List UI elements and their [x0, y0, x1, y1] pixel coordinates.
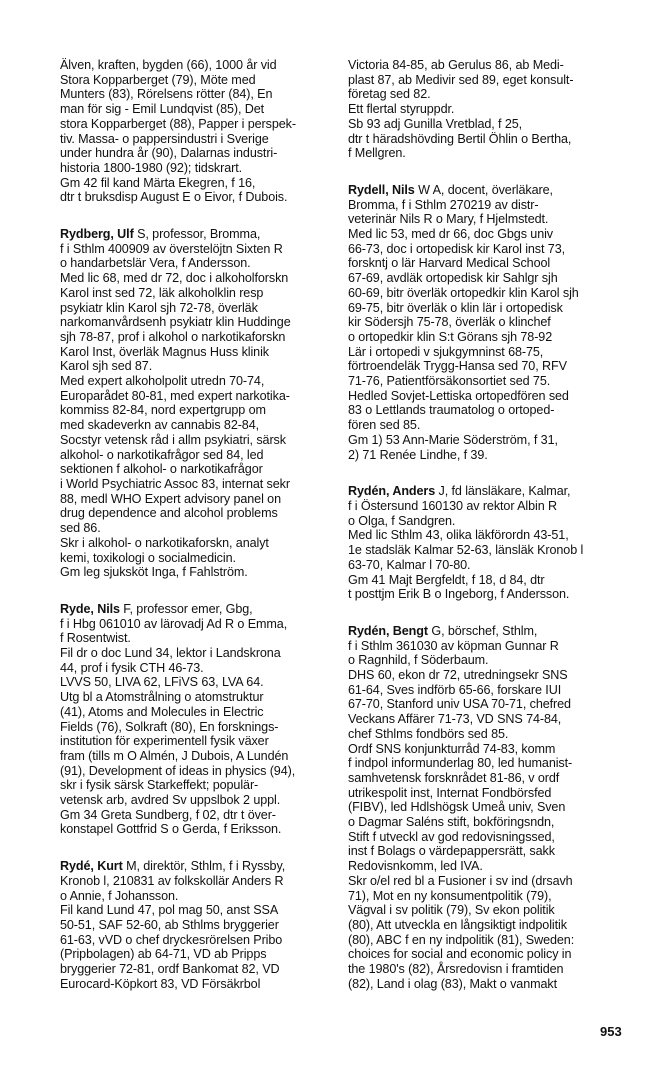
line-text: (82), Land i olag (83), Makt o vanmakt [348, 976, 557, 991]
text-line [60, 506, 332, 521]
line-text: Hedled Sovjet-Lettiska ortopedfören sed [348, 388, 569, 403]
text-line [348, 918, 620, 933]
text-line [60, 286, 332, 301]
line-text: 83 o Lettlands traumatolog o ortoped- [348, 403, 555, 418]
entry-name: Rydberg, Ulf [60, 227, 134, 242]
text-line [348, 301, 620, 316]
line-text: stora Kopparberget (88), Papper i perspek- [60, 116, 296, 131]
text-line [348, 286, 620, 301]
text-line [60, 492, 332, 507]
text-line [348, 903, 620, 918]
text-line [348, 697, 620, 712]
line-text: institution för experimentell fysik växer [60, 734, 269, 749]
line-text: samhvetensk forsknrådet 81-86, v ordf [348, 770, 560, 785]
line-text: Gm 1) 53 Ann-Marie Söderström, f 31, [348, 432, 558, 447]
text-line [60, 808, 332, 823]
line-text: Ett flertal styruppdr. [348, 102, 455, 117]
text-line [348, 947, 620, 962]
line-text: tiv. Massa- o pappersindustri i Sverige [60, 131, 269, 146]
line-text: förtroendeläk Trygg-Hansa sed 70, RFV [348, 359, 567, 374]
text-line [348, 859, 620, 874]
line-text: konstapel Gottfrid S o Gerda, f Eriksson. [60, 822, 282, 837]
text-line [348, 242, 620, 257]
text-line [60, 146, 332, 161]
text-line [60, 734, 332, 749]
text-line [348, 256, 620, 271]
line-text: i World Psychiatric Assoc 83, internat sekr [60, 476, 290, 491]
text-line [348, 874, 620, 889]
text-line [60, 242, 332, 257]
biography-entry [60, 602, 332, 837]
line-text: 44, prof i fysik CTH 46-73. [60, 660, 204, 675]
line-text: o Olga, f Sandgren. [348, 513, 456, 528]
text-line [348, 727, 620, 742]
text-line [60, 190, 332, 205]
text-line [60, 389, 332, 404]
text-line [348, 543, 620, 558]
line-text: Sb 93 adj Gunilla Vretblad, f 25, [348, 116, 523, 131]
text-line [60, 227, 332, 242]
line-text: 66-73, doc i ortopedisk kir Karol inst 73, [348, 241, 566, 256]
text-line [348, 132, 620, 147]
text-line [60, 315, 332, 330]
text-line [348, 933, 620, 948]
text-line [348, 212, 620, 227]
text-line [348, 389, 620, 404]
text-line [60, 977, 332, 992]
text-line [60, 374, 332, 389]
line-text: o ortopedkir klin S:t Görans sjh 78-92 [348, 329, 553, 344]
text-line [60, 705, 332, 720]
line-text: (91), Development of ideas in physics (94), [60, 763, 296, 778]
line-text: 61-64, Sves indförb 65-66, forskare IUI [348, 682, 562, 697]
line-text: bryggerier 72-81, ordf Bankomat 82, VD [60, 962, 280, 977]
text-line [60, 631, 332, 646]
line-text: dtr t bruksdisp August E o Eivor, f Dubois. [60, 190, 288, 205]
text-line [348, 712, 620, 727]
entry-continuation [348, 58, 620, 161]
text-line [348, 573, 620, 588]
text-line [60, 161, 332, 176]
text-line [60, 301, 332, 316]
line-text: Skr o/el red bl a Fusioner i sv ind (drsavh [348, 873, 573, 888]
line-text: drug dependence and alcohol problems [60, 506, 278, 521]
text-line [348, 683, 620, 698]
line-text: vetensk arb, avdred Sv uppslbok 2 uppl. [60, 793, 281, 808]
line-text: chef Sthlms fondbörs sed 85. [348, 726, 509, 741]
line-text: företag sed 82. [348, 87, 431, 102]
line-text: Utg bl a Atomstrålning o atomstruktur [60, 690, 264, 705]
text-line [348, 271, 620, 286]
text-line [60, 536, 332, 551]
line-text: DHS 60, ekon dr 72, utredningsekr SNS [348, 668, 568, 683]
line-text: sed 86. [60, 521, 101, 536]
text-line [348, 528, 620, 543]
text-line [348, 374, 620, 389]
text-line [348, 146, 620, 161]
line-text: Med expert alkoholpolit utredn 70-74, [60, 374, 265, 389]
entry-name: Ryde, Nils [60, 601, 120, 616]
line-text: (80), Att utveckla en långsiktigt indpolitik [348, 917, 567, 932]
text-line [348, 786, 620, 801]
text-line [348, 742, 620, 757]
text-line [60, 87, 332, 102]
text-line [348, 227, 620, 242]
text-line [348, 448, 620, 463]
line-text: Munters (83), Rörelsens rötter (84), En [60, 87, 273, 102]
text-line [60, 551, 332, 566]
text-line [348, 330, 620, 345]
line-text: o handarbetslär Vera, f Andersson. [60, 256, 251, 271]
text-line [348, 639, 620, 654]
line-text: kemi, toxikologi o socialmedicin. [60, 550, 236, 565]
line-text: t posttjm Erik B o Ingeborg, f Andersson. [348, 587, 570, 602]
biography-entry [348, 624, 620, 992]
text-line [348, 756, 620, 771]
text-line [60, 403, 332, 418]
line-text: W A, docent, överläkare, [414, 182, 553, 197]
text-line [348, 800, 620, 815]
line-text: (FIBV), led Hdlshögsk Umeå univ, Sven [348, 800, 566, 815]
text-line [348, 962, 620, 977]
biography-entry [60, 859, 332, 991]
line-text: utrikespolit inst, Internat Fondbörsfed [348, 785, 552, 800]
text-line [348, 514, 620, 529]
text-line [60, 58, 332, 73]
line-text: alkohol- o narkotikafrågor sed 84, led [60, 447, 264, 462]
line-text: Redovisnkomm, led IVA. [348, 859, 483, 874]
line-text: choices for social and economic policy in [348, 947, 572, 962]
text-line [60, 822, 332, 837]
line-text: f Rosentwist. [60, 631, 131, 646]
line-text: kir Södersjh 75-78, överläk o klinchef [348, 315, 551, 330]
text-line [348, 771, 620, 786]
line-text: the 1980's (82), Årsredovisn i framtiden [348, 962, 564, 977]
text-line [348, 844, 620, 859]
text-line [60, 749, 332, 764]
text-line [348, 198, 620, 213]
line-text: veterinär Nils R o Mary, f Hjelmstedt. [348, 212, 549, 227]
line-text: Eurocard-Köpkort 83, VD Försäkrbol [60, 976, 261, 991]
line-text: 1e stadsläk Kalmar 52-63, länsläk Kronob l [348, 543, 584, 558]
line-text: 69-75, bitr överläk o klin lär i ortopedisk [348, 300, 563, 315]
line-text: man för sig - Emil Lundqvist (85), Det [60, 102, 265, 117]
left-column [60, 58, 332, 1013]
line-text: under hundra år (90), Dalarnas industri- [60, 146, 278, 161]
text-line [60, 256, 332, 271]
line-text: Gm 34 Greta Sundberg, f 02, dtr t över- [60, 807, 276, 822]
line-text: 67-70, Stanford univ USA 70-71, chefred [348, 697, 571, 712]
right-column [348, 58, 620, 1013]
line-text: Fil kand Lund 47, pol mag 50, anst SSA [60, 903, 279, 918]
line-text: inst f Bolags o värdepappersrätt, sakk [348, 844, 555, 859]
text-line [60, 661, 332, 676]
line-text: Älven, kraften, bygden (66), 1000 år vid [60, 58, 277, 72]
text-line [348, 624, 620, 639]
line-text: Stora Kopparberget (79), Möte med [60, 72, 256, 87]
text-line [60, 102, 332, 117]
line-text: sjh 78-87, prof i alkohol o narkotikaforskn [60, 329, 286, 344]
text-line [60, 462, 332, 477]
line-text: kommiss 82-84, nord expertgrupp om [60, 403, 266, 418]
line-text: 67-69, avdläk ortopedisk kir Sahlgr sjh [348, 271, 558, 286]
line-text: Fil dr o doc Lund 34, lektor i Landskrona [60, 646, 281, 661]
line-text: f i Östersund 160130 av rektor Albin R [348, 498, 558, 513]
line-text: LVVS 50, LIVA 62, LFiVS 63, LVA 64. [60, 675, 264, 690]
line-text: Karol inst sed 72, läk alkoholklin resp [60, 285, 264, 300]
text-line [60, 477, 332, 492]
biography-entry [60, 227, 332, 580]
line-text: 2) 71 Renée Lindhe, f 39. [348, 447, 488, 462]
line-text: M, direktör, Sthlm, f i Ryssby, [122, 859, 286, 874]
text-line [60, 675, 332, 690]
text-line [60, 418, 332, 433]
line-text: Med lic 53, med dr 66, doc Gbgs univ [348, 227, 554, 242]
entry-name: Rydé, Kurt [60, 859, 123, 874]
text-line [348, 73, 620, 88]
text-line [348, 499, 620, 514]
line-text: Stift f utveckl av god redovisningssed, [348, 829, 555, 844]
entry-name: Rydén, Bengt [348, 623, 428, 638]
biography-entry [348, 484, 620, 602]
text-line [348, 558, 620, 573]
line-text: narkomanvårdsenh psykiatr klin Huddinge [60, 315, 291, 330]
text-line [348, 418, 620, 433]
text-line [60, 565, 332, 580]
text-line [348, 359, 620, 374]
line-text: plast 87, ab Medivir sed 89, eget konsult- [348, 72, 574, 87]
line-text: G, börschef, Sthlm, [427, 623, 538, 638]
page-number: 953 [600, 1024, 622, 1039]
line-text: psykiatr klin Karol sjh 72-78, överläk [60, 300, 258, 315]
line-text: fören sed 85. [348, 418, 421, 433]
text-line [60, 617, 332, 632]
text-line [348, 653, 620, 668]
text-line [348, 403, 620, 418]
line-text: skr i fysik särsk Starkeffekt; populär- [60, 778, 259, 793]
text-line [348, 87, 620, 102]
text-line [60, 793, 332, 808]
line-text: Gm 41 Majt Bergfeldt, f 18, d 84, dtr [348, 572, 545, 587]
text-line [60, 521, 332, 536]
text-line [348, 433, 620, 448]
text-line [348, 58, 620, 73]
text-line [60, 73, 332, 88]
line-text: f indpol informunderlag 80, led humanist- [348, 756, 573, 771]
text-line [60, 947, 332, 962]
line-text: Med lic Sthlm 43, olika läkförordn 43-51, [348, 528, 569, 543]
line-text: (80), ABC f en ny indpolitik (81), Sweden: [348, 932, 575, 947]
text-line [60, 359, 332, 374]
text-line [60, 690, 332, 705]
text-line [60, 859, 332, 874]
line-text: Socstyr vetensk råd i allm psykiatri, särsk [60, 432, 286, 447]
line-text: dtr t häradshövding Bertil Öhlin o Bertha, [348, 131, 572, 146]
line-text: 71-76, Patientförsäkonsortiet sed 75. [348, 374, 551, 389]
entry-name: Rydell, Nils [348, 182, 415, 197]
entry-name: Rydén, Anders [348, 484, 436, 499]
text-line [60, 720, 332, 735]
line-text: Gm leg sjuksköt Inga, f Fahlström. [60, 565, 248, 580]
text-line [60, 903, 332, 918]
line-text: Skr i alkohol- o narkotikaforskn, analyt [60, 535, 269, 550]
line-text: forskntj o lär Harvard Medical School [348, 256, 551, 271]
text-line [348, 587, 620, 602]
text-line [60, 602, 332, 617]
text-line [348, 889, 620, 904]
line-text: f i Sthlm 361030 av köpman Gunnar R [348, 638, 559, 653]
line-text: S, professor, Bromma, [133, 227, 261, 242]
text-line [60, 176, 332, 191]
text-line [60, 962, 332, 977]
text-line [60, 933, 332, 948]
text-line [60, 646, 332, 661]
line-text: J, fd länsläkare, Kalmar, [435, 484, 571, 499]
line-text: Victoria 84-85, ab Gerulus 86, ab Medi- [348, 58, 564, 72]
text-line [60, 117, 332, 132]
line-text: (Pripbolagen) ab 64-71, VD ab Pripps [60, 947, 267, 962]
text-line [348, 815, 620, 830]
line-text: Bromma, f i Sthlm 270219 av distr- [348, 197, 539, 212]
text-line [60, 330, 332, 345]
text-line [60, 345, 332, 360]
text-line [60, 132, 332, 147]
line-text: Karol Inst, överläk Magnus Huss klinik [60, 344, 269, 359]
text-line [348, 668, 620, 683]
line-text: 63-70, Kalmar l 70-80. [348, 557, 471, 572]
line-text: Gm 42 fil kand Märta Ekegren, f 16, [60, 175, 256, 190]
text-line [60, 271, 332, 286]
line-text: Karol sjh sed 87. [60, 359, 153, 374]
text-line [60, 433, 332, 448]
line-text: Fields (76), Solkraft (80), En forsknings- [60, 719, 279, 734]
text-line [60, 448, 332, 463]
text-line [348, 830, 620, 845]
line-text: f i Sthlm 400909 av överstelöjtn Sixten R [60, 241, 283, 256]
text-line [348, 345, 620, 360]
line-text: Lär i ortopedi v sjukgymninst 68-75, [348, 344, 544, 359]
text-line [348, 183, 620, 198]
line-text: 88, medl WHO Expert advisory panel on [60, 491, 281, 506]
line-text: Europarådet 80-81, med expert narkotika- [60, 388, 290, 403]
line-text: sektionen f alkohol- o narkotikafrågor [60, 462, 263, 477]
line-text: 71), Mot en ny konsumentpolitik (79), [348, 888, 552, 903]
text-line [60, 764, 332, 779]
text-line [348, 977, 620, 992]
entry-continuation [60, 58, 332, 205]
line-text: Kronob l, 210831 av folkskollär Anders R [60, 873, 284, 888]
line-text: 60-69, bitr överläk ortopedkir klin Karol sjh [348, 285, 579, 300]
line-text: 61-63, vVD o chef dryckesrörelsen Pribo [60, 932, 283, 947]
text-line [60, 874, 332, 889]
line-text: med skadeverkn av cannabis 82-84, [60, 418, 260, 433]
text-line [348, 315, 620, 330]
line-text: fram (tills m O Almén, J Dubois, A Lundén [60, 748, 289, 763]
text-line [60, 918, 332, 933]
line-text: o Dagmar Saléns stift, bokföringsndn, [348, 815, 555, 830]
line-text: f Mellgren. [348, 146, 406, 161]
line-text: Veckans Affärer 71-73, VD SNS 74-84, [348, 712, 562, 727]
line-text: Vägval i sv politik (79), Sv ekon politik [348, 903, 555, 918]
line-text: Med lic 68, med dr 72, doc i alkoholforskn [60, 271, 289, 286]
line-text: Ordf SNS konjunkturråd 74-83, komm [348, 741, 556, 756]
line-text: f i Hbg 061010 av lärovadj Ad R o Emma, [60, 616, 288, 631]
biography-entry [348, 183, 620, 462]
text-line [60, 778, 332, 793]
line-text: F, professor emer, Gbg, [119, 601, 253, 616]
text-line [348, 102, 620, 117]
text-line [60, 889, 332, 904]
line-text: o Ragnhild, f Söderbaum. [348, 653, 489, 668]
line-text: (41), Atoms and Molecules in Electric [60, 704, 264, 719]
text-line [348, 484, 620, 499]
text-line [348, 117, 620, 132]
line-text: historia 1800-1980 (92); tidskrart. [60, 160, 242, 175]
line-text: o Annie, f Johansson. [60, 888, 179, 903]
line-text: 50-51, SAF 52-60, ab Sthlms bryggerier [60, 917, 279, 932]
